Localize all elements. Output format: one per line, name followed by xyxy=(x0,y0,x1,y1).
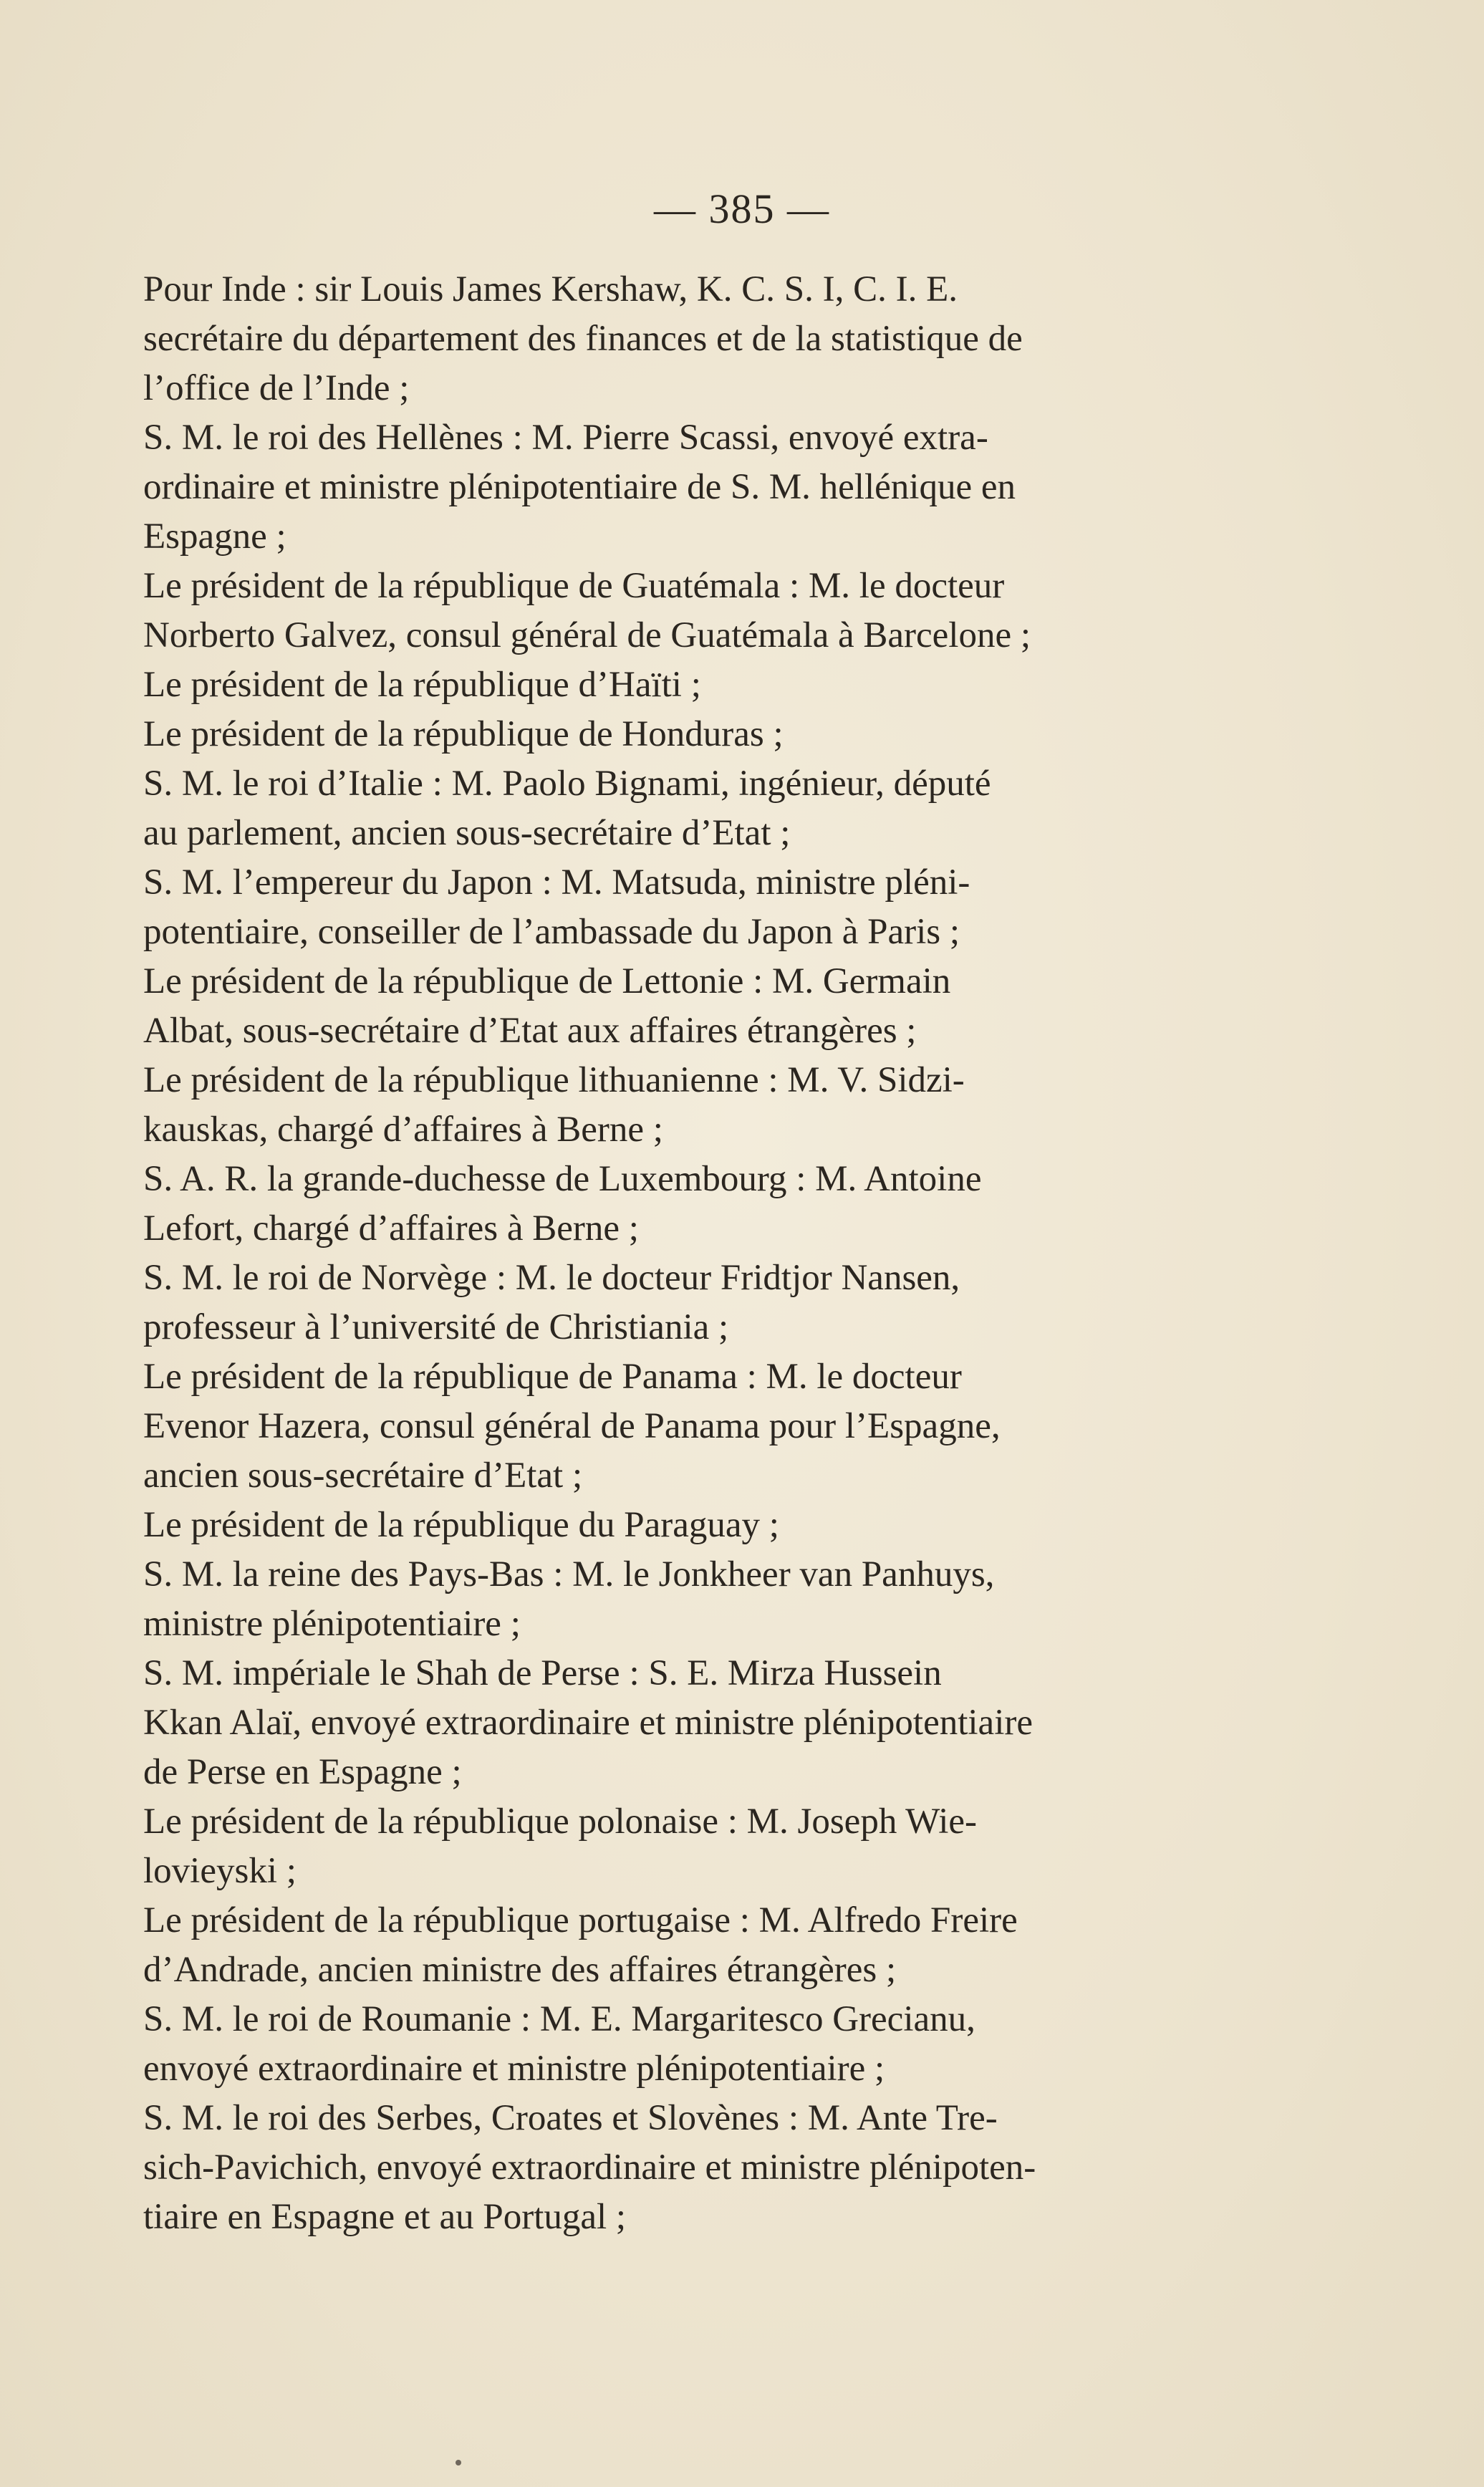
page-dot xyxy=(456,2460,461,2466)
entry-line: Norberto Galvez, consul général de Guatémala à Barcelone ; xyxy=(143,615,1031,655)
entry-guatemala xyxy=(143,562,1255,660)
entry-line: ministre plénipotentiaire ; xyxy=(143,1604,521,1644)
entry-haiti xyxy=(143,660,1255,710)
entry-line: Albat, sous-secrétaire d’Etat aux affaires étrangères ; xyxy=(143,1011,917,1051)
entry-line: tiaire en Espagne et au Portugal ; xyxy=(143,2197,627,2237)
entry-norvege xyxy=(143,1254,1255,1352)
entry-line: Le président de la république polonaise : M. Joseph Wie- xyxy=(143,1801,978,1842)
entry-roumanie xyxy=(143,1995,1255,2094)
entry-line: secrétaire du département des finances et de la statistique de xyxy=(143,319,1023,359)
entry-japon xyxy=(143,858,1255,957)
entry-panama xyxy=(143,1352,1255,1501)
entry-portugal xyxy=(143,1896,1255,1995)
entry-line: potentiaire, conseiller de l’ambassade du Japon à Paris ; xyxy=(143,912,960,952)
entry-line: professeur à l’université de Christiania ; xyxy=(143,1307,729,1347)
page-number: — 385 — xyxy=(654,186,830,232)
entry-line: S. M. impériale le Shah de Perse : S. E. Mirza Hussein xyxy=(143,1653,942,1693)
entry-perse xyxy=(143,1649,1255,1797)
entry-italie xyxy=(143,759,1255,858)
entry-line: Le président de la république de Panama : M. le docteur xyxy=(143,1357,962,1397)
entry-line: Le président de la république de Lettonie : M. Germain xyxy=(143,961,951,1001)
entry-line: S. M. le roi de Norvège : M. le docteur Fridtjor Nansen, xyxy=(143,1258,960,1298)
entry-grece xyxy=(143,413,1255,562)
entry-line: ancien sous-secrétaire d’Etat ; xyxy=(143,1456,583,1496)
entry-line: S. M. le roi d’Italie : M. Paolo Bignami, ingénieur, député xyxy=(143,764,991,804)
entry-line: S. M. le roi des Hellènes : M. Pierre Scassi, envoyé extra- xyxy=(143,418,988,458)
entry-paraguay xyxy=(143,1501,1255,1550)
entry-line: Le président de la république lithuanienne : M. V. Sidzi- xyxy=(143,1060,965,1100)
entry-line: Espagne ; xyxy=(143,516,286,557)
entry-line: Le président de la république de Honduras ; xyxy=(143,714,784,754)
entry-line: l’office de l’Inde ; xyxy=(143,368,410,408)
entry-line: Le président de la république d’Haïti ; xyxy=(143,665,701,705)
entry-line: Pour Inde : sir Louis James Kershaw, K. C. S. I, C. I. E. xyxy=(143,269,958,309)
entry-line: Kkan Alaï, envoyé extraordinaire et ministre plénipotentiaire xyxy=(143,1703,1033,1743)
entry-lettonie xyxy=(143,957,1255,1056)
entry-lituanie xyxy=(143,1056,1255,1155)
entry-line: de Perse en Espagne ; xyxy=(143,1752,462,1792)
entry-serbie xyxy=(143,2094,1255,2242)
entry-honduras xyxy=(143,710,1255,759)
entry-line: lovieyski ; xyxy=(143,1851,297,1891)
entry-luxembourg xyxy=(143,1155,1255,1254)
entry-line: au parlement, ancien sous-secrétaire d’Etat ; xyxy=(143,813,791,853)
entry-line: ordinaire et ministre plénipotentiaire de S. M. hellénique en xyxy=(143,467,1016,507)
entry-inde xyxy=(143,265,1255,413)
entry-line: Lefort, chargé d’affaires à Berne ; xyxy=(143,1208,639,1249)
entry-line: d’Andrade, ancien ministre des affaires étrangères ; xyxy=(143,1950,897,1990)
entries-list xyxy=(143,265,1255,2242)
entry-line: Evenor Hazera, consul général de Panama pour l’Espagne, xyxy=(143,1406,1001,1446)
entry-line: S. M. la reine des Pays-Bas : M. le Jonkheer van Panhuys, xyxy=(143,1554,995,1594)
entry-line: envoyé extraordinaire et ministre plénipotentiaire ; xyxy=(143,2049,885,2089)
entry-line: S. M. l’empereur du Japon : M. Matsuda, ministre pléni- xyxy=(143,862,970,903)
entry-line: Le président de la république portugaise : M. Alfredo Freire xyxy=(143,1900,1018,1940)
entry-line: S. M. le roi de Roumanie : M. E. Margaritesco Grecianu, xyxy=(143,1999,975,2039)
entry-line: S. A. R. la grande-duchesse de Luxembourg : M. Antoine xyxy=(143,1159,982,1199)
entry-line: sich-Pavichich, envoyé extraordinaire et ministre plénipoten- xyxy=(143,2147,1036,2188)
entry-line: Le président de la république de Guatémala : M. le docteur xyxy=(143,566,1005,606)
entry-pologne xyxy=(143,1797,1255,1896)
entry-line: kauskas, chargé d’affaires à Berne ; xyxy=(143,1110,663,1150)
entry-line: Le président de la république du Paraguay ; xyxy=(143,1505,779,1545)
entry-line: S. M. le roi des Serbes, Croates et Slovènes : M. Ante Tre- xyxy=(143,2098,998,2138)
entry-pays-bas xyxy=(143,1550,1255,1649)
